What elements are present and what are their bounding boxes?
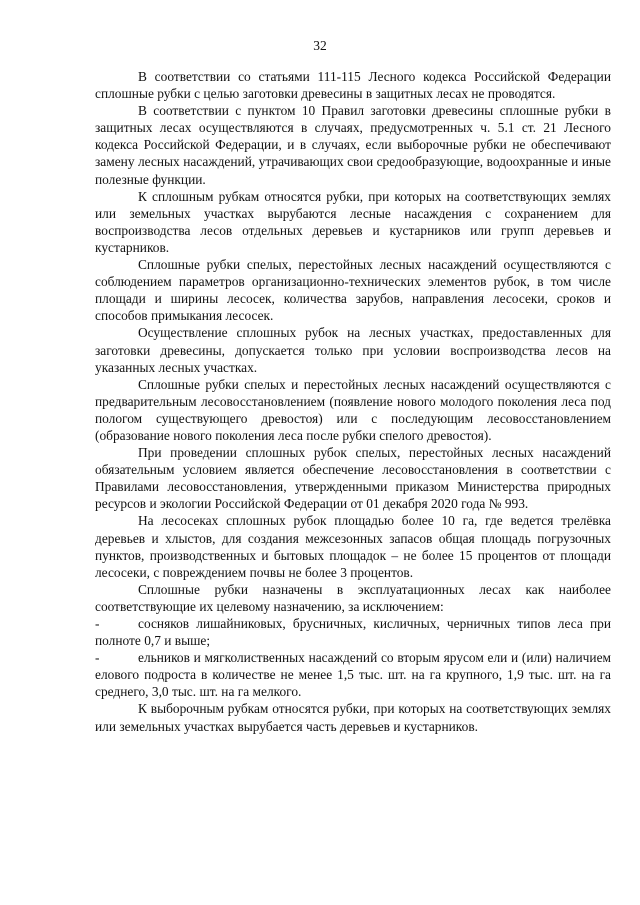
list-marker: - (95, 616, 100, 631)
list-item (95, 649, 611, 700)
paragraph: Осуществление сплошных рубок на лесных участках, предоставленных для заготовки древесины, допускается только при условии воспроизводства лесов на указанных лесных участках. (95, 325, 611, 375)
paragraph: К выборочным рубкам относятся рубки, при которых на соответствующих землях или земельных участках вырубается часть деревьев и кустарников. (95, 701, 611, 734)
paragraph: В соответствии со статьями 111-115 Лесного кодекса Российской Федерации сплошные рубки с целью заготовки древесины в защитных лесах не проводятся. (95, 69, 611, 102)
paragraph: Сплошные рубки назначены в эксплуатационных лесах как наиболее соответствующие их целевому назначению, за исключением: (95, 581, 611, 614)
document-body (95, 68, 611, 735)
list-item-text: ельников и мягколиственных насаждений со вторым ярусом ели и (или) наличием елового подроста в количестве не менее 1,5 тыс. шт. на га крупного, 1,9 тыс. шт. на га среднего, 3,0 тыс. шт. на га мелкого. (95, 650, 611, 700)
list-item (95, 615, 611, 649)
list-item-text: сосняков лишайниковых, брусничных, кисличных, черничных типов леса при полноте 0,7 и выше; (95, 616, 611, 649)
paragraph: Сплошные рубки спелых, перестойных лесных насаждений осуществляются с соблюдением параметров организационно-технических элементов рубок, в том числе площади и ширины лесосек, количества зарубов, направления лесосеки, сроков и способов примыкания лесосек. (95, 257, 611, 324)
paragraph: При проведении сплошных рубок спелых, перестойных лесных насаждений обязательным условием является обеспечение лесовосстановления в соответствии с Правилами лесовосстановления, утвержденными приказом Министерства природных ресурсов и экологии Российской Федерации от 01 декабря 2020 года № 993. (95, 445, 611, 512)
list-marker: - (95, 650, 100, 666)
paragraph: К сплошным рубкам относятся рубки, при которых на соответствующих землях или земельных участках вырубаются лесные насаждения с сохранением для воспроизводства лесов отдельных деревьев и кустарников или групп деревьев и кустарников. (95, 188, 611, 255)
paragraph: Сплошные рубки спелых и перестойных лесных насаждений осуществляются с предварительным лесовосстановлением (появление нового молодого поколения леса под пологом существующего древостоя) или с последующим лесовосстановлением (образование нового поколения леса после рубки спелого древостоя). (95, 376, 611, 443)
paragraph: В соответствии с пунктом 10 Правил заготовки древесины сплошные рубки в защитных лесах осуществляются в случаях, предусмотренных ч. 5.1 ст. 21 Лесного кодекса Российской Федерации, и в случаях, если выборочные рубки не обеспечивают замену лесных насаждений, утрачивающих свои средообразующие, водоохранные и иные полезные функции. (95, 103, 611, 187)
page-number: 32 (313, 38, 327, 53)
paragraph: На лесосеках сплошных рубок площадью более 10 га, где ведется трелёвка деревьев и хлыстов, для создания межсезонных запасов общая площадь погрузочных пунктов, производственных и бытовых площадок – не более 15 процентов от площади лесосеки, с повреждением почвы не более 3 процентов. (95, 513, 611, 580)
